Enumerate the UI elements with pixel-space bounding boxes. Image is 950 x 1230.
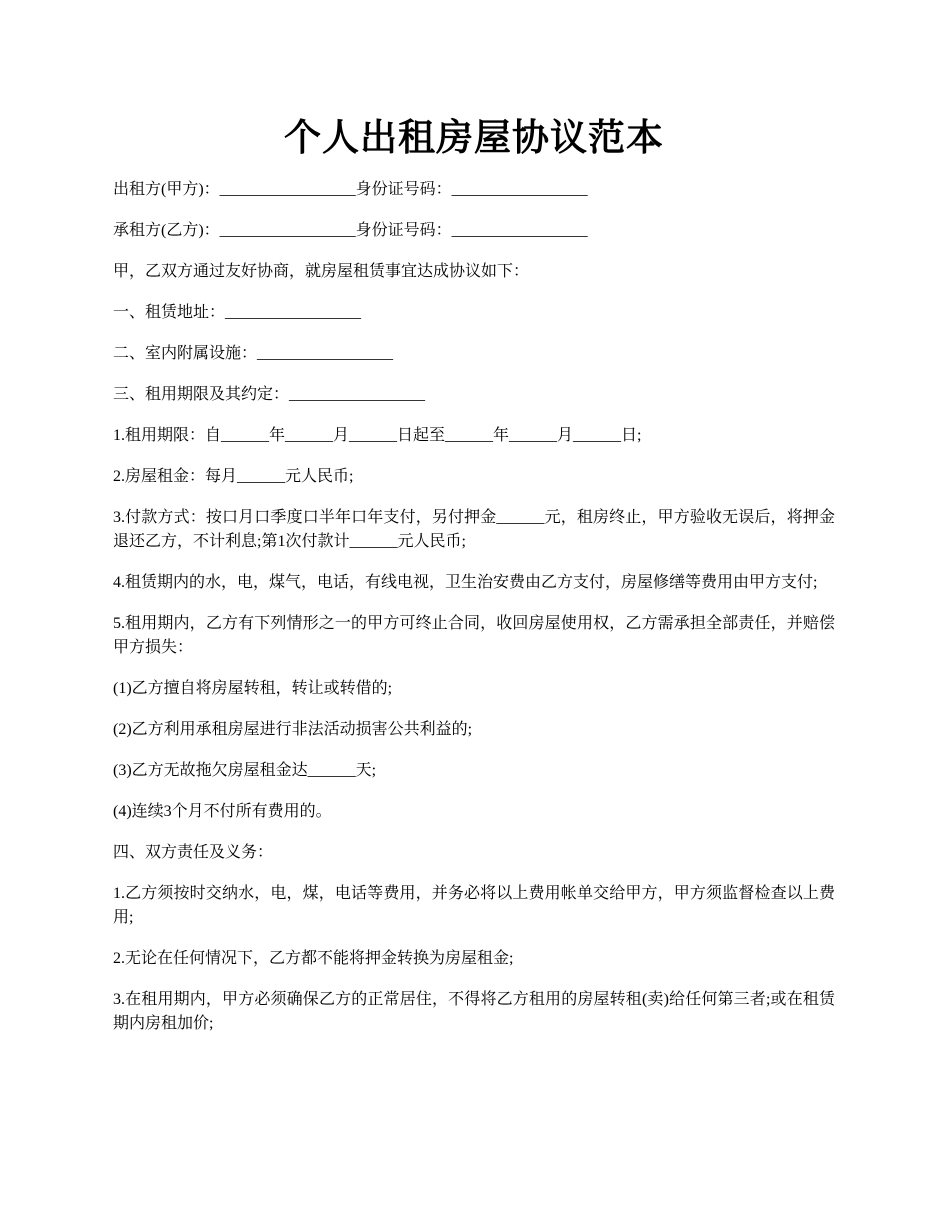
responsibility-1: 1.乙方须按时交纳水，电，煤，电话等费用，并务必将以上费用帐单交给甲方，甲方须监督检查以上费用; (113, 885, 835, 926)
clause-rent: 2.房屋租金：每月______元人民币; (113, 468, 354, 485)
lessor-info-line: 出租方(甲方)：_________________身份证号码：_________________ (113, 181, 588, 198)
termination-item-2: (2)乙方利用承租房屋进行非法活动损害公共利益的; (113, 721, 473, 738)
document-title: 个人出租房屋协议范本 (284, 115, 664, 159)
termination-item-4: (4)连续3个月不付所有费用的。 (113, 803, 332, 820)
document-page (113, 0, 835, 1053)
section-responsibilities: 四、双方责任及义务： (113, 844, 274, 861)
agreement-intro: 甲，乙双方通过友好协商，就房屋租赁事宜达成协议如下： (113, 263, 530, 280)
section-lease-address: 一、租赁地址：_________________ (113, 304, 362, 321)
clause-payment: 3.付款方式：按口月口季度口半年口年支付，另付押金______元，租房终止，甲方验收无误后，将押金退还乙方，不计利息;第1次付款计______元人民币; (113, 509, 835, 550)
section-facilities: 二、室内附属设施：_________________ (113, 345, 394, 362)
responsibility-2: 2.无论在任何情况下，乙方都不能将押金转换为房屋租金; (113, 950, 514, 967)
termination-item-3: (3)乙方无故拖欠房屋租金达______天; (113, 762, 377, 779)
lessee-info-line: 承租方(乙方)：_________________身份证号码：_________________ (113, 222, 588, 239)
document-body (113, 178, 835, 1036)
responsibility-3: 3.在租用期内，甲方必须确保乙方的正常居住，不得将乙方租用的房屋转租(卖)给任何第三者;或在租赁期内房租加价; (113, 991, 835, 1032)
termination-item-1: (1)乙方擅自将房屋转租，转让或转借的; (113, 680, 393, 697)
clause-utilities: 4.租赁期内的水，电，煤气，电话，有线电视，卫生治安费由乙方支付，房屋修缮等费用由甲方支付; (113, 574, 818, 591)
section-lease-term: 三、租用期限及其约定：_________________ (113, 386, 426, 403)
clause-term-dates: 1.租用期限：自______年______月______日起至______年______月______日; (113, 427, 642, 444)
clause-termination: 5.租用期内，乙方有下列情形之一的甲方可终止合同，收回房屋使用权，乙方需承担全部责任，并赔偿甲方损失： (113, 615, 835, 656)
